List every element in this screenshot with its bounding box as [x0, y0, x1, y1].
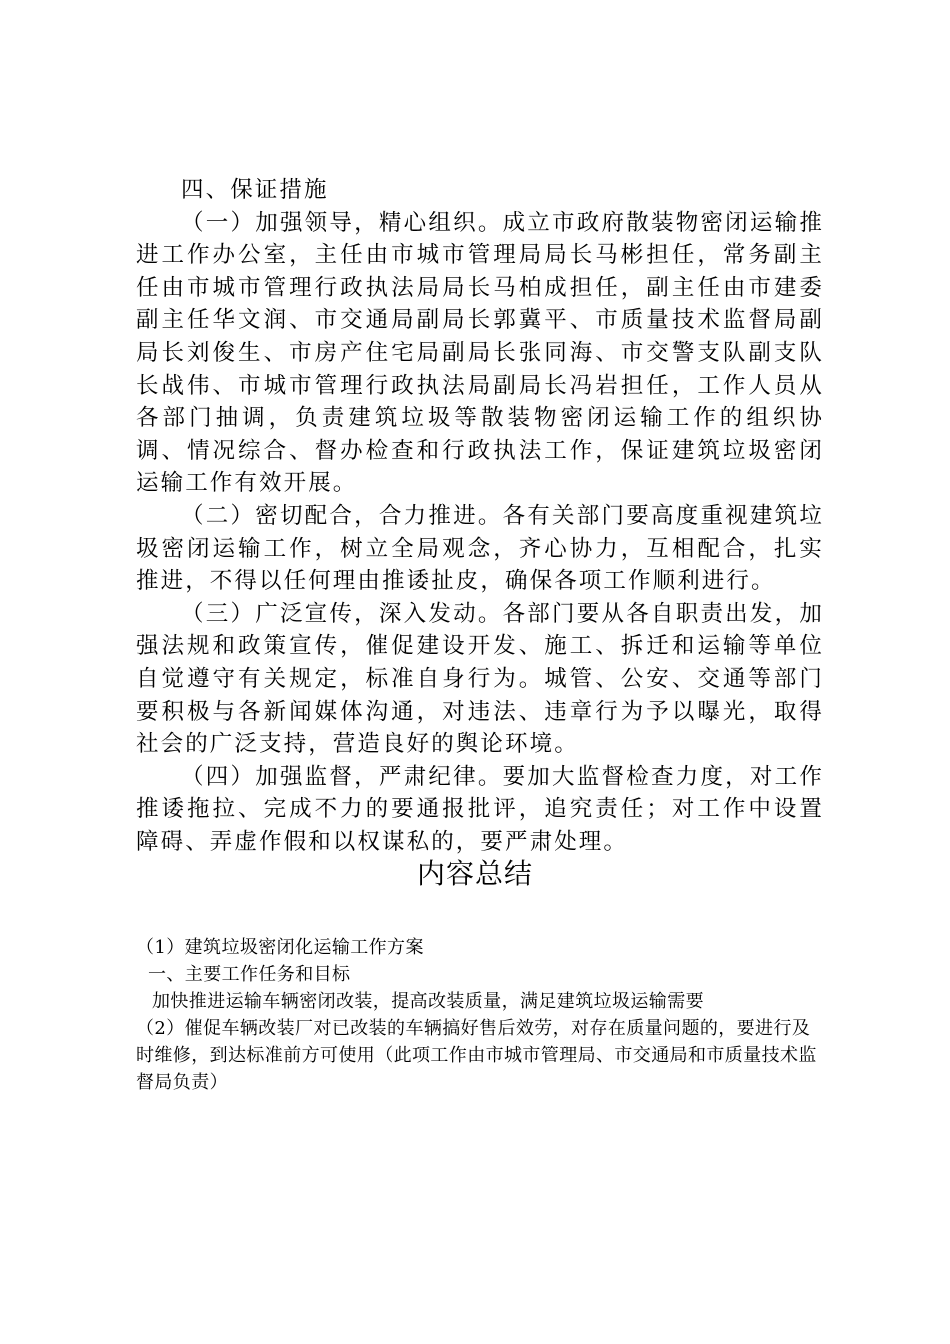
summary-section	[136, 934, 824, 1096]
paragraph-leadership: （一）加强领导，精心组织。成立市政府散装物密闭运输推进工作办公室，主任由市城市管理局局长马彬担任，常务副主任由市城市管理行政执法局局长马柏成担任，副主任由市建委副主任华文润、市交通局副局长郭冀平、市质量技术监督局副局长刘俊生、市房产住宅局副局长张同海、市交警支队副支队长战伟、市城市管理行政执法局副局长冯岩担任，工作人员从各部门抽调，负责建筑垃圾等散装物密闭运输工作的组织协调、情况综合、督办检查和行政执法工作，保证建筑垃圾密闭运输工作有效开展。	[136, 209, 824, 497]
paragraph-cooperation: （二）密切配合，合力推进。各有关部门要高度重视建筑垃圾密闭运输工作，树立全局观念，齐心协力，互相配合，扎实推进，不得以任何理由推诿扯皮，确保各项工作顺利进行。	[136, 502, 824, 595]
summary-title: 内容总结	[416, 857, 533, 890]
summary-line-3: 加快推进运输车辆密闭改装，提高改装质量，满足建筑垃圾运输需要	[152, 991, 704, 1012]
paragraph-publicity: （三）广泛宣传，深入发动。各部门要从各自职责出发，加强法规和政策宣传，催促建设开发、施工、拆迁和运输等单位自觉遵守有关规定，标准自身行为。城管、公安、交通等部门要积极与各新闻媒体沟通，对违法、违章行为予以曝光，取得社会的广泛支持，营造良好的舆论环境。	[136, 600, 824, 758]
paragraph-supervision: （四）加强监督，严肃纪律。要加大监督检查力度，对工作推诿拖拉、完成不力的要通报批评，追究责任；对工作中设置障碍、弄虚作假和以权谋私的，要严肃处理。	[136, 763, 824, 855]
guarantee-measures-section	[136, 174, 824, 858]
summary-line-4: （2）催促车辆改装厂对已改装的车辆搞好售后效劳，对存在质量问题的，要进行及时维修，到达标准前方可使用（此项工作由市城市管理局、市交通局和市质量技术监督局负责）	[136, 1018, 817, 1093]
summary-line-1: （1）建筑垃圾密闭化运输工作方案	[136, 937, 424, 958]
section-heading: 四、保证措施	[181, 177, 329, 203]
summary-line-2: 一、主要工作任务和目标	[148, 964, 351, 985]
